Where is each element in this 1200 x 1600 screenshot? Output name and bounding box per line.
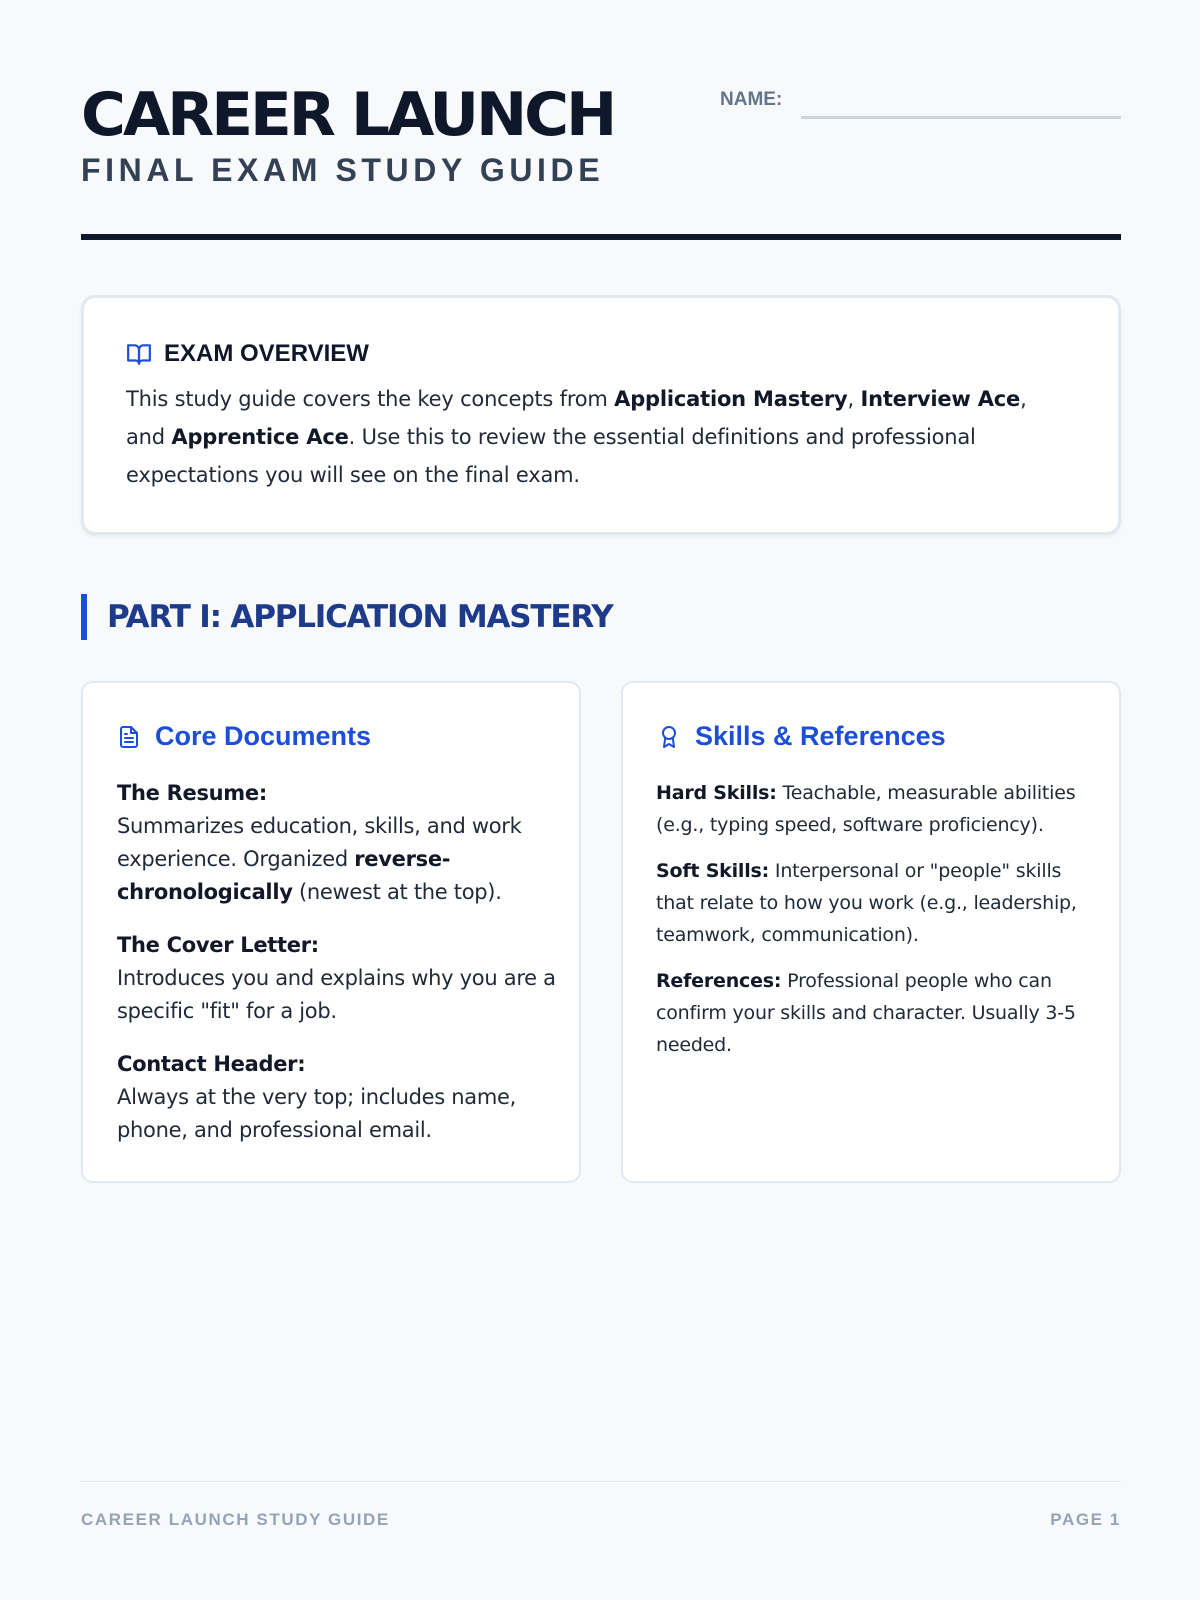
- name-field-line[interactable]: [801, 116, 1121, 119]
- skills-reference-term: Hard Skills:: [656, 782, 777, 804]
- overview-text-segment: , and: [126, 387, 1027, 449]
- page-title: CAREER LAUNCH: [81, 80, 615, 150]
- core-document-definition: [117, 962, 562, 1028]
- skills-references-title: Skills & References: [695, 721, 946, 751]
- overview-highlight: Apprentice Ace: [171, 425, 349, 449]
- overview-highlight: Application Mastery: [614, 387, 848, 411]
- skills-references-card: [621, 681, 1121, 1183]
- core-document-item: [117, 1048, 562, 1147]
- skills-references-heading: [657, 721, 946, 752]
- overview-highlight: Interview Ace: [860, 387, 1021, 411]
- exam-overview-heading: [126, 340, 369, 368]
- exam-overview-text: [126, 380, 1071, 494]
- overview-text-segment: This study guide covers the key concepts from: [126, 387, 615, 411]
- document-icon: [117, 724, 141, 750]
- definition-text-segment: (newest at the top).: [292, 880, 502, 904]
- definition-text-segment: Summarizes education, skills, and work experience. Organized: [117, 814, 522, 871]
- skills-reference-definition: Interpersonal or "people" skills that relate to how you work (e.g., leadership, teamwork, communication).: [656, 860, 1077, 946]
- core-documents-title: Core Documents: [155, 721, 372, 751]
- core-document-term: Contact Header:: [117, 1052, 306, 1076]
- exam-overview-box: [81, 295, 1121, 535]
- exam-overview-title: EXAM OVERVIEW: [164, 340, 369, 367]
- skills-references-list: [656, 777, 1096, 1075]
- skills-reference-definition: Professional people who can confirm your skills and character. Usually 3-5 needed.: [656, 970, 1076, 1056]
- skills-reference-term: Soft Skills:: [656, 860, 770, 882]
- footer-divider: [81, 1481, 1121, 1482]
- core-document-definition: [117, 810, 562, 909]
- section-accent-bar: [81, 594, 87, 640]
- name-label: NAME:: [720, 89, 783, 110]
- open-book-icon: [126, 341, 152, 367]
- page-subtitle: FINAL EXAM STUDY GUIDE: [81, 152, 605, 188]
- page-number: PAGE 1: [1050, 1510, 1121, 1529]
- core-document-term: The Cover Letter:: [117, 933, 319, 957]
- overview-text-segment: ,: [847, 387, 861, 411]
- core-document-term: The Resume:: [117, 781, 267, 805]
- core-document-item: [117, 929, 562, 1028]
- core-documents-heading: [117, 721, 371, 752]
- study-guide-page: [81, 0, 1121, 1600]
- definition-text-segment: Always at the very top; includes name, phone, and professional email.: [117, 1085, 516, 1142]
- skills-reference-definition: Teachable, measurable abilities (e.g., typing speed, software proficiency).: [656, 782, 1076, 836]
- footer-guide-title: CAREER LAUNCH STUDY GUIDE: [81, 1510, 390, 1529]
- overview-text-segment: . Use this to review the essential definitions and professional expectations you will see on the final exam.: [126, 425, 976, 487]
- skills-reference-item: [656, 855, 1096, 951]
- skills-reference-item: [656, 965, 1096, 1061]
- core-document-item: [117, 777, 562, 909]
- header-divider: [81, 234, 1121, 240]
- skills-reference-item: [656, 777, 1096, 841]
- core-documents-card: [81, 681, 581, 1183]
- core-document-definition: [117, 1081, 562, 1147]
- core-documents-list: [117, 777, 562, 1167]
- award-ribbon-icon: [657, 724, 681, 750]
- definition-highlight: reverse-chronologically: [117, 847, 451, 904]
- skills-reference-term: References:: [656, 970, 782, 992]
- definition-text-segment: Introduces you and explains why you are a specific "fit" for a job.: [117, 966, 556, 1023]
- section-title-part-1: PART I: APPLICATION MASTERY: [107, 599, 613, 635]
